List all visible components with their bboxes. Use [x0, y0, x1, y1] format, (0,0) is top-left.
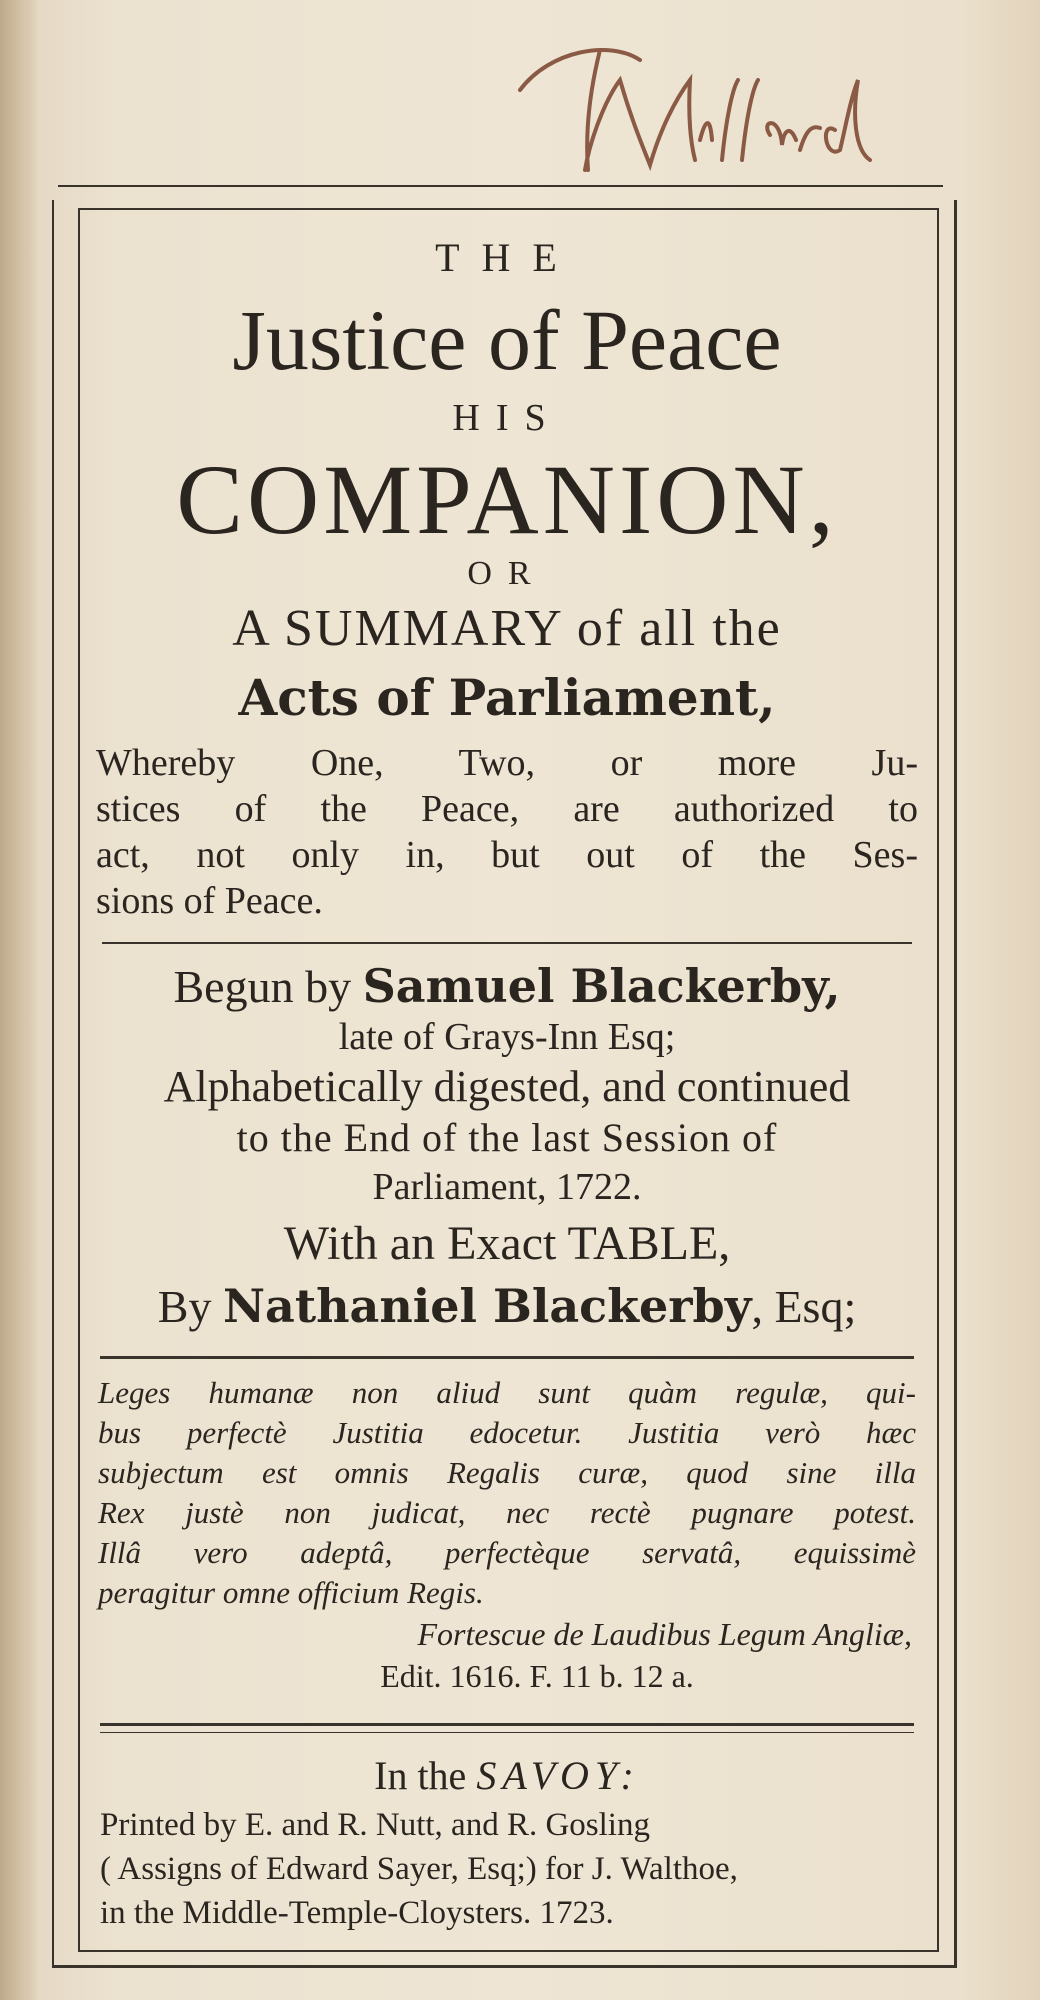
title-his: HIS — [452, 397, 562, 439]
to-the-end-line: to the End of the last Session of — [236, 1115, 778, 1160]
description-line: stices of the Peace, are authorized to — [96, 788, 918, 830]
exact-table-line: With an Exact TABLE, — [283, 1217, 731, 1270]
title-justice: Justice of Peace — [232, 292, 782, 388]
imprint-printer — [92, 1803, 922, 1935]
quote-line: Illâ vero adeptâ, perfectèque servatâ, equissimè — [98, 1535, 916, 1570]
late-of-line: late of Grays-Inn Esq; — [338, 1016, 676, 1058]
quote-rule — [100, 1356, 914, 1359]
by-prefix: By — [157, 1281, 223, 1332]
alphabetically-line: Alphabetically digested, and continued — [163, 1062, 851, 1111]
begun-prefix: Begun by — [173, 961, 363, 1012]
title-content — [92, 220, 922, 1935]
quote-line: peragitur omne officium Regis. — [98, 1575, 484, 1610]
description-paragraph — [92, 740, 922, 924]
title-summary: A SUMMARY of all the — [232, 600, 782, 657]
quote-citation-author: Fortescue de Laudibus Legum Angliæ, — [417, 1616, 912, 1652]
imprint-rule-thick — [100, 1723, 914, 1726]
page-gutter — [0, 0, 38, 2000]
title-or: OR — [467, 555, 547, 592]
section-rule — [102, 942, 912, 944]
title-the: THE — [435, 235, 579, 280]
title-acts: Acts of Parliament, — [238, 668, 776, 727]
description-line: act, not only in, but out of the Ses- — [96, 834, 918, 876]
imprint-rule-thin — [100, 1732, 914, 1733]
parliament-year-line: Parliament, 1722. — [372, 1166, 642, 1208]
quote-line: bus perfectè Justitia edocetur. Justitia verò hæc — [98, 1415, 916, 1450]
begun-line — [92, 958, 922, 1014]
quote-line: Leges humanæ non aliud sunt quàm regulæ, qui- — [98, 1375, 916, 1410]
top-rule — [58, 185, 943, 187]
imprint-place-name: SAVOY: — [476, 1753, 640, 1798]
imprint-place-prefix: In the — [374, 1753, 477, 1798]
quote-line: Rex justè non judicat, nec rectè pugnare potest. — [98, 1495, 916, 1530]
quote-line: subjectum est omnis Regalis curæ, quod sine illa — [98, 1455, 916, 1490]
author-samuel: Samuel Blackerby, — [362, 959, 841, 1013]
imprint-line: Printed by E. and R. Nutt, and R. Gosling — [100, 1807, 650, 1843]
handwritten-signature — [490, 20, 890, 180]
imprint-line: ( Assigns of Edward Sayer, Esq;) for J. Walthoe, — [100, 1851, 738, 1887]
by-line — [92, 1276, 922, 1336]
quote-citation-edition: Edit. 1616. F. 11 b. 12 a. — [380, 1658, 694, 1694]
by-suffix: , Esq; — [751, 1281, 857, 1332]
title-companion: COMPANION, — [176, 444, 838, 555]
description-line: sions of Peace. — [96, 880, 323, 922]
author-nathaniel: Nathaniel Blackerby — [222, 1279, 752, 1333]
description-line: Whereby One, Two, or more Ju- — [96, 742, 918, 784]
latin-quote — [92, 1373, 922, 1613]
imprint-place — [92, 1749, 922, 1803]
imprint-line: in the Middle-Temple-Cloysters. 1723. — [100, 1895, 614, 1931]
